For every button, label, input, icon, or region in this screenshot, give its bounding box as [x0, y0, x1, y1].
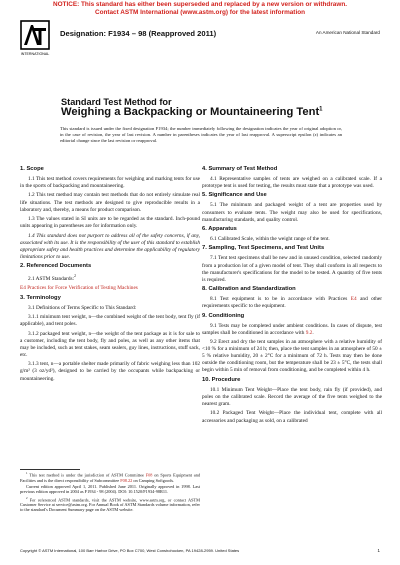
para-1-1: 1.1 This test method covers requirements for weighing and marking tents for use in the sports of backpacking and mountaineering.	[20, 176, 200, 190]
para-3-1: 3.1 Definitions of Terms Specific to This Standard:	[28, 304, 137, 311]
para-2-1	[20, 273, 200, 283]
para-9-1	[202, 323, 382, 337]
right-column	[202, 164, 382, 427]
para-9-2: 9.2 Erect and dry the tent samples in an atmosphere with a relative humidity of <10 % for a minimum of 24 h; then, place the tent samples in an atmosphere of 50 ± 5 % relative humidity, 20 ± 2°C for a minimum of 72 h. Tests may then be done outside the conditioning room, but the temperature shall be 23 ± 5°C, the tests shall begin within 5 min of removal from conditioning, and be completed within 4 h.	[202, 339, 382, 374]
footnote-1-pre: This test method is under the jurisdiction of ASTM Committee	[29, 472, 146, 478]
para-5-1: 5.1 The minimum and packaged weight of a tent are properties used by consumers to evaluate tents. The weight may also be used for specifications, manufacturing standards, and quality control.	[202, 202, 382, 223]
para-3-1-2: 3.1.2 packaged tent weight, n—the weight of the tent package as it is for sale to a customer, including the tent body, fly and poles, as well as any other items that may be included, such as tent stakes, seam sealers, guy lines, instructions, stuff sack, etc.	[20, 330, 200, 358]
title-main: Weighing a Backpacking or Mountaineering Tent	[61, 106, 320, 118]
footnote-2-text: For referenced ASTM standards, visit the ASTM website, www.astm.org, or contact ASTM Customer Service at service@astm.org. For Annual Book of ASTM Standards volume information, refer to the standard's Document Summary page on the ASTM website.	[20, 497, 200, 513]
para-8-1	[202, 296, 382, 310]
notice-line-2: Contact ASTM International (www.astm.org) for the latest information	[94, 9, 306, 16]
copyright: Copyright © ASTM International, 100 Barr Harbor Drive, PO Box C700, West Conshohocken, PA 19428-2959. United States	[20, 548, 240, 553]
notice-line-1: NOTICE: This standard has either been superseded and replaced by a new version or withdrawn.	[52, 1, 348, 8]
section-9-heading: 9. Conditioning	[202, 312, 245, 319]
link-f08[interactable]: F08	[145, 472, 153, 478]
para-4-1: 4.1 Representative samples of tents are weighed on a calibrated scale. If a prototype tent is used for testing, the results must state that a prototype was used.	[202, 176, 382, 190]
title-footnote-ref: 1	[319, 106, 323, 113]
section-10-heading: 10. Procedure	[202, 376, 241, 383]
issue-note: This standard is issued under the fixed designation F1934; the number immediately following the designation indicates the year of original adoption or, in the case of revision, the year of last revision. A number in parentheses indicates the year of last reapproval. A superscript epsilon (ε) indicates an editorial change since the last revision or reapproval.	[60, 126, 342, 143]
title-line-2	[61, 106, 323, 118]
astm-logo	[20, 20, 50, 58]
footnote-2-mark: 2	[26, 495, 28, 500]
footnote-1	[20, 471, 200, 483]
para-2-1-text: 2.1 ASTM Standards:	[28, 275, 75, 282]
link-f08-22[interactable]: F08.22	[120, 477, 133, 483]
para-6-1: 6.1 Calibrated Scale, within the weight range of the tent.	[210, 236, 330, 243]
withdrawal-notice	[0, 1, 400, 17]
para-8-1-post: and other requirements specific to the equipment.	[202, 296, 383, 310]
para-8-1-pre: 8.1 Test equipment is to be in accordance with Practices	[210, 296, 351, 303]
para-9-1-pre: 9.1 Tests may be completed under ambient conditions. In cases of dispute, test samples shall be conditioned in accordance with	[202, 322, 382, 336]
footnote-1b: Current edition approved April 1, 2011. Published June 2011. Originally approved in 1998. Last previous edition approved in 2004 as F1934 - 98 (2004). DOI: 10.1520/F1934-98R11.	[20, 484, 200, 495]
reference-e4[interactable]	[20, 285, 200, 292]
footnote-1-post: on Camping Softgoods.	[132, 477, 175, 483]
link-9-2[interactable]: 9.2	[305, 329, 313, 336]
section-4-heading: 4. Summary of Test Method	[202, 166, 278, 172]
left-column	[20, 164, 200, 385]
section-6-heading: 6. Apparatus	[202, 226, 237, 233]
footnote-1-mark: 1	[26, 471, 28, 475]
link-e4[interactable]: E4	[350, 296, 357, 303]
section-3-heading: 3. Terminology	[20, 294, 61, 301]
footnote-2	[20, 496, 200, 513]
section-7-heading: 7. Sampling, Test Specimens, and Test Units	[202, 245, 325, 252]
designation: Designation: F1934 – 98 (Reapproved 2011)	[60, 29, 217, 38]
reference-e4-code[interactable]: E4	[20, 285, 26, 292]
american-national-standard-label: An American National Standard	[315, 30, 380, 35]
para-3-1-1: 3.1.1 minimum tent weight, n—the combined weight of the tent body, tent fly (if applicable), and tent poles.	[20, 314, 200, 328]
para-7-1: 7.1 Tent test specimens shall be new and in unused condition, selected randomly from a production lot of a given model of tent. They shall conform in all respects to the manufacturer's specifications for the model to be tested. A quantity of five tents is required.	[202, 255, 382, 283]
para-10-1: 10.1 Minimum Tent Weight—Place the tent body, rain fly (if provided), and poles on the calibrated scale. Record the average of the five tents weighed to the nearest gram.	[202, 386, 382, 408]
para-1-4: 1.4 This standard does not purport to address all of the safety concerns, if any, associated with its use. It is the responsibility of the user of this standard to establish appropriate safety and health practices and determine the applicability of regulatory limitations prior to use.	[20, 232, 200, 260]
section-1-heading: 1. Scope	[20, 166, 44, 172]
page-number: 1	[377, 548, 380, 553]
footnote-rule	[20, 469, 80, 470]
reference-e4-title[interactable]: Practices for Force Verification of Testing Machines	[27, 285, 138, 292]
para-2-1-sup: 2	[74, 274, 76, 279]
footnote-1-mid: on Sports Equipment and Facilities and is the direct responsibility of Subcommittee	[20, 472, 201, 483]
para-3-1-3: 3.1.3 tent, n—a portable shelter made primarily of fabric weighing less than 102 g/m² (3 oz/yd²), designed to be carried by the occupants while backpacking or mountaineering.	[20, 361, 200, 382]
para-1-3: 1.3 The values stated in SI units are to be regarded as the standard. Inch-pound units appearing in parentheses are for information only.	[20, 216, 200, 230]
footnotes	[20, 471, 200, 514]
para-1-2: 1.2 This test method may contain test methods that do not entirely simulate real life situations. The test methods are designed to give reproducible results in a laboratory and, thereby, a means for product comparison.	[20, 192, 200, 213]
section-8-heading: 8. Calibration and Standardization	[202, 286, 296, 293]
astm-logo-icon	[20, 20, 50, 58]
section-5-heading: 5. Significance and Use	[202, 192, 267, 199]
para-10-2: 10.2 Packaged Tent Weight—Place the individual tent, complete with all accessories and packaging as sold, on a calibrated	[202, 410, 382, 424]
section-2-heading: 2. Referenced Documents	[20, 263, 92, 270]
para-9-1-post: .	[312, 329, 314, 336]
logo-text: INTERNATIONAL	[20, 52, 50, 56]
title-line-1: Standard Test Method for	[61, 97, 172, 107]
